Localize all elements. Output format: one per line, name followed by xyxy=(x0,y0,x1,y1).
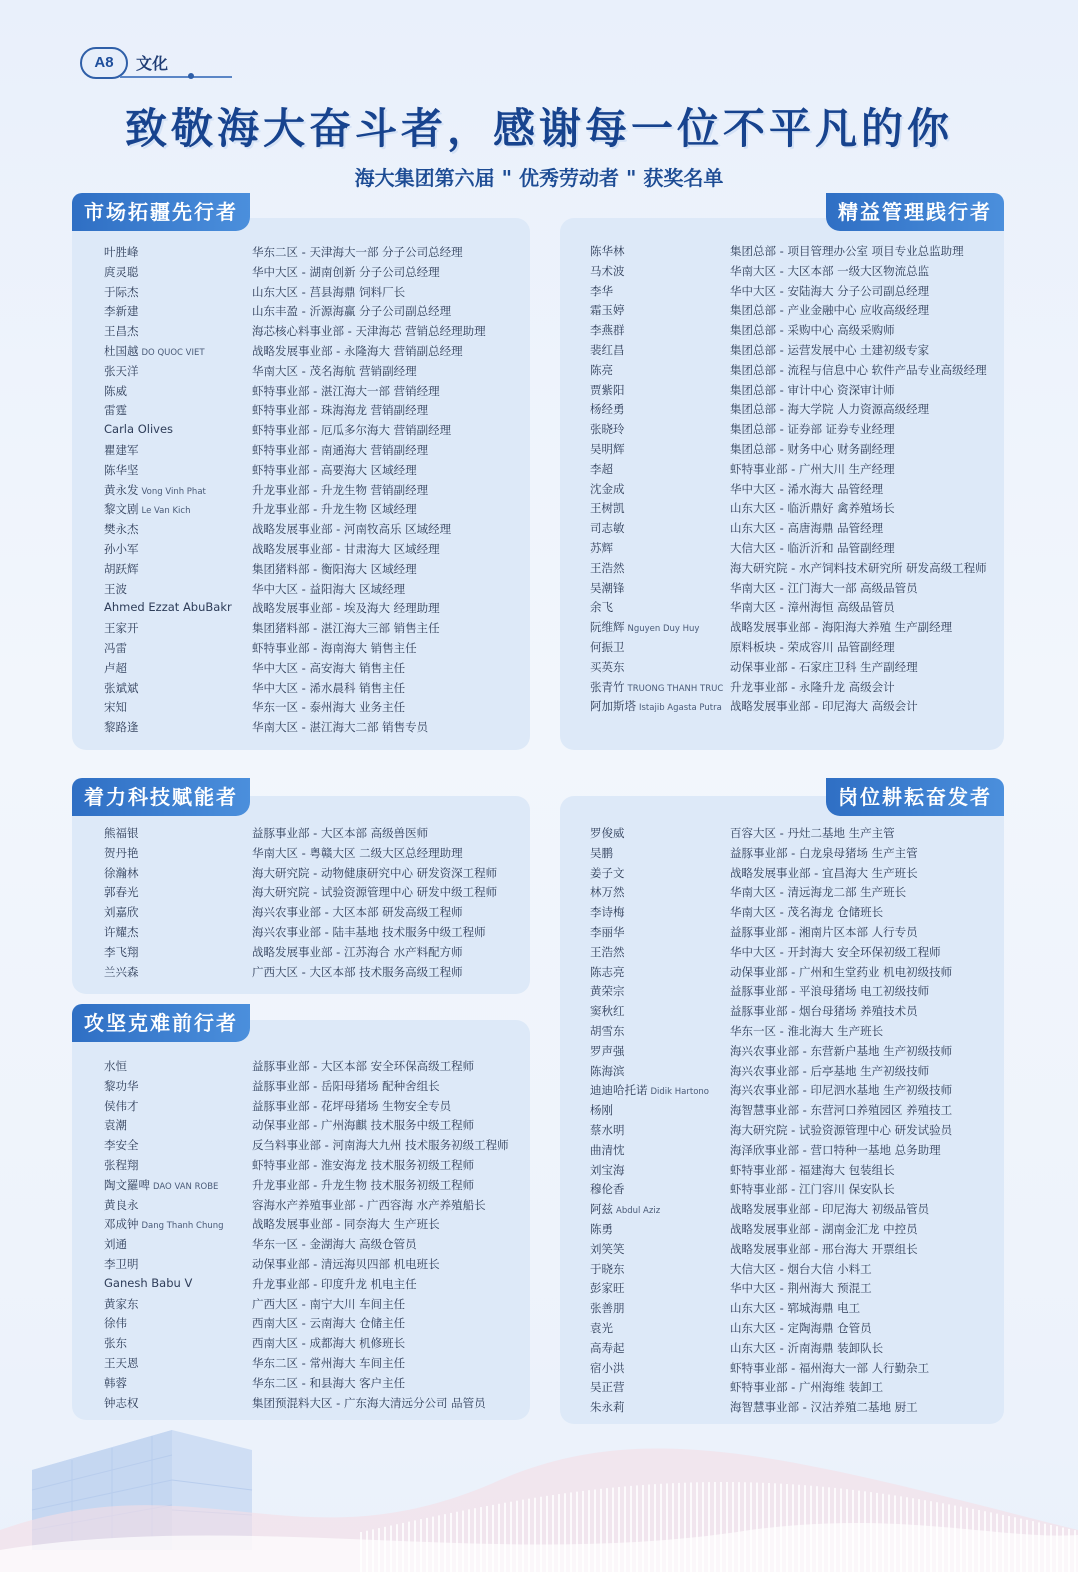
awardee-name: 宋知 xyxy=(104,700,127,715)
awardee-name: 张东 xyxy=(104,1336,127,1351)
awardee-position: 华南大区 - 江门海大一部 高级品管员 xyxy=(730,580,918,595)
awardee-position: 虾特事业部 - 福州海大一部 人行勤杂工 xyxy=(730,1360,930,1375)
awardee-name: 黄家东 xyxy=(104,1296,139,1311)
awardee-name: 买英东 xyxy=(590,659,625,674)
awardee-position: 百容大区 - 丹灶二基地 生产主管 xyxy=(730,826,895,840)
awardee-name: 钟志权 xyxy=(104,1395,139,1410)
awardee-position: 大信大区 - 烟台大信 小料工 xyxy=(730,1261,872,1276)
awardee-name: 林万然 xyxy=(590,885,625,900)
awardee-name: 黎路逢 xyxy=(104,720,139,735)
awardee-position: 益豚事业部 - 平浪母猪场 电工初级技师 xyxy=(730,984,930,999)
awardee-name: 陈海滨 xyxy=(590,1063,625,1078)
awardee-position: 海大研究院 - 动物健康研究中心 研发资深工程师 xyxy=(252,865,498,880)
awardee-position: 华中大区 - 湖南创新 分子公司总经理 xyxy=(252,264,440,279)
awardee-position: 山东大区 - 沂南海鼎 装卸队长 xyxy=(730,1340,884,1355)
awardee-name: 于际杰 xyxy=(104,284,139,299)
awardee-name: 刘宝海 xyxy=(590,1162,625,1177)
awardee-position: 广西大区 - 南宁大川 车间主任 xyxy=(252,1296,406,1311)
awardee-name: 罗俊威 xyxy=(590,826,625,840)
awardee-position: 虾特事业部 - 珠海海龙 营销副经理 xyxy=(252,403,429,418)
section-title: 岗位耕耘奋发者 xyxy=(826,778,1004,816)
awardee-position: 反刍料事业部 - 河南海大九州 技术服务初级工程师 xyxy=(252,1138,509,1153)
awardee-name: 叶胜峰 xyxy=(104,245,139,259)
awardee-name: 李燕群 xyxy=(590,323,625,338)
section-title: 精益管理践行者 xyxy=(826,193,1004,231)
awardee-position: 华南大区 - 粤赣大区 二级大区总经理助理 xyxy=(252,845,463,860)
awardee-position: 集团总部 - 海大学院 人力资源高级经理 xyxy=(730,402,930,417)
awardee-foreign-name: TRUONG THANH TRUC xyxy=(627,683,724,694)
awardee-name: 李安全 xyxy=(104,1138,139,1153)
awardee-name: 水恒 xyxy=(104,1059,127,1073)
awardee-name: 王浩然 xyxy=(590,944,625,959)
awardee-foreign-name: Istajib Agasta Putra xyxy=(639,703,722,714)
awardee-name: 李华 xyxy=(590,283,613,298)
awardee-name: 穆伦香 xyxy=(590,1182,625,1197)
awardee-position: 山东丰盈 - 沂源海赢 分子公司副总经理 xyxy=(252,304,452,319)
awardee-name: 吴明辉 xyxy=(590,442,625,456)
awardee-name: 窦秋红 xyxy=(590,1004,625,1019)
awardee-foreign-name: DO QUOC VIET xyxy=(141,348,205,358)
section-title: 着力科技赋能者 xyxy=(72,778,250,816)
awardee-position: 华中大区 - 高安海大 销售主任 xyxy=(252,660,406,675)
awardee-name: 黄良永 xyxy=(104,1197,139,1212)
awardee-position: 容海水产养殖事业部 - 广西容海 水产养殖船长 xyxy=(252,1197,486,1212)
awardee-name: 苏辉 xyxy=(590,541,613,555)
awardee-name: 韩蓉 xyxy=(104,1375,127,1390)
awardee-position: 战略发展事业部 - 邢台海大 开票组长 xyxy=(730,1241,918,1256)
awardee-name: 陈勇 xyxy=(590,1222,613,1236)
awardee-name: 余飞 xyxy=(590,600,613,615)
awardee-position: 虾特事业部 - 福建海大 包装组长 xyxy=(730,1162,895,1177)
awardee-name: 许耀杰 xyxy=(104,925,139,939)
awardee-name: 朱永莉 xyxy=(590,1400,625,1415)
awardee-name: 瞿建军 xyxy=(104,443,139,457)
awardee-name: 黄荣宗 xyxy=(590,984,625,999)
awardee-name: 彭家旺 xyxy=(590,1281,625,1296)
awardee-name: 李超 xyxy=(590,461,613,476)
awardee-name: 何振卫 xyxy=(590,640,625,654)
awardee-position: 华中大区 - 荆州海大 预混工 xyxy=(730,1281,872,1296)
awardee-position: 益豚事业部 - 烟台母猪场 养殖技术员 xyxy=(730,1004,918,1019)
awardee-position: 升龙事业部 - 永隆升龙 高级会计 xyxy=(730,679,895,694)
awardee-name: 张青竹 TRUONG THANH TRUC xyxy=(590,679,724,694)
awardee-position: 战略发展事业部 - 印尼海大 高级会计 xyxy=(730,699,918,714)
page-badge xyxy=(80,47,230,79)
badge-dot xyxy=(188,73,194,79)
awardee-name: 贺丹艳 xyxy=(104,845,139,860)
awardee-position: 动保事业部 - 广州和生堂药业 机电初级技师 xyxy=(730,964,953,979)
awardee-name: 卢超 xyxy=(104,660,127,675)
awardee-position: 华中大区 - 开封海大 安全环保初级工程师 xyxy=(730,944,941,959)
awardee-name: 张晓玲 xyxy=(590,422,625,437)
awardee-foreign-name: Vong Vinh Phat xyxy=(141,486,206,497)
awardee-name: 刘笑笑 xyxy=(590,1241,625,1256)
awardee-position: 山东大区 - 莒县海鼎 饲料厂长 xyxy=(252,284,406,299)
awardee-position: 集团总部 - 运营发展中心 土建初级专家 xyxy=(730,343,930,357)
awardee-position: 华东二区 - 和县海大 客户主任 xyxy=(252,1375,406,1390)
awardee-name: 蔡水明 xyxy=(590,1123,625,1137)
awardee-position: 华东一区 - 金湖海大 高级仓管员 xyxy=(252,1237,417,1252)
awardee-name: 熊福银 xyxy=(104,826,139,840)
awardee-position: 虾特事业部 - 湛江海大一部 营销经理 xyxy=(252,383,440,398)
awardee-name: 姜子文 xyxy=(590,865,625,880)
awardee-position: 山东大区 - 郓城海鼎 电工 xyxy=(730,1301,861,1316)
awardee-foreign-name: Didik Hartono xyxy=(650,1087,710,1098)
awardee-position: 西南大区 - 云南海大 仓储主任 xyxy=(252,1316,406,1331)
awardee-position: 广西大区 - 大区本部 技术服务高级工程师 xyxy=(252,964,463,979)
awardee-position: 虾特事业部 - 广州大川 生产经理 xyxy=(730,461,895,476)
awardee-position: 集团预混料大区 - 广东海大清远分公司 品管员 xyxy=(252,1395,486,1410)
awardee-name: 冯雷 xyxy=(104,641,127,655)
awardee-position: 虾特事业部 - 高要海大 区域经理 xyxy=(252,462,417,477)
awardee-foreign-name: DAO VAN ROBE xyxy=(153,1181,219,1192)
awardee-name: 徐伟 xyxy=(104,1316,127,1331)
awardee-name: 雷霆 xyxy=(104,403,127,418)
section-title: 攻坚克难前行者 xyxy=(72,1004,250,1042)
awardee-name: 裴红昌 xyxy=(590,343,625,357)
awardee-position: 海兴农事业部 - 大区本部 研发高级工程师 xyxy=(252,905,463,920)
awardee-position: 华中大区 - 益阳海大 区域经理 xyxy=(252,581,406,596)
awardee-name: 李诗梅 xyxy=(590,905,625,920)
awardee-position: 海智慧事业部 - 东营河口养殖园区 养殖技工 xyxy=(730,1103,953,1118)
awardee-position: 益豚事业部 - 湘南片区本部 人行专员 xyxy=(730,925,918,939)
awardee-name: 迪迪哈托诺 Didik Hartono xyxy=(590,1083,710,1098)
awardee-name: 马术波 xyxy=(590,263,625,278)
awardee-name: Ahmed Ezzat AbuBakr xyxy=(104,600,232,615)
awardee-position: 战略发展事业部 - 永隆海大 营销副总经理 xyxy=(252,344,463,358)
awardee-name: 沈金成 xyxy=(590,481,625,496)
awardee-position: 海大研究院 - 水产饲料技术研究所 研发高级工程师 xyxy=(730,560,987,575)
awardee-position: 华南大区 - 漳州海恒 高级品管员 xyxy=(730,600,895,615)
awardee-position: 战略发展事业部 - 宜昌海大 生产班长 xyxy=(730,865,918,880)
awardee-position: 海兴农事业部 - 陆丰基地 技术服务中级工程师 xyxy=(252,925,486,939)
awardee-position: 海大研究院 - 试验资源管理中心 研发试验员 xyxy=(730,1123,953,1137)
awardee-name: 陶文羅啤 DAO VAN ROBE xyxy=(104,1177,219,1192)
awardee-name: 黄永发 Vong Vinh Phat xyxy=(104,482,206,497)
awardee-name: 王天恩 xyxy=(104,1356,139,1370)
awardee-position: 海芯核心料事业部 - 天津海芯 营销总经理助理 xyxy=(252,324,486,339)
awardee-foreign-name: Abdul Aziz xyxy=(616,1206,661,1217)
section-title: 市场拓疆先行者 xyxy=(72,193,250,231)
awardee-name: 王波 xyxy=(104,581,127,596)
awardee-position: 战略发展事业部 - 江苏海合 水产料配方师 xyxy=(252,944,463,959)
awardee-position: 虾特事业部 - 广州海维 装卸工 xyxy=(730,1380,884,1395)
awardee-position: 战略发展事业部 - 埃及海大 经理助理 xyxy=(252,601,440,616)
awardee-name: Carla Olives xyxy=(104,422,174,437)
awardee-name: 王浩然 xyxy=(590,560,625,575)
awardee-position: 华中大区 - 浠水晨科 销售主任 xyxy=(252,680,406,695)
awardee-position: 华东二区 - 常州海大 车间主任 xyxy=(252,1356,406,1370)
awardee-name: 于晓东 xyxy=(590,1261,625,1276)
awardee-name: 邓成钟 Dang Thanh Chung xyxy=(104,1217,224,1232)
awardee-name: 霜玉婷 xyxy=(590,303,625,318)
awardee-position: 虾特事业部 - 海南海大 销售主任 xyxy=(252,641,417,655)
page-title: 致敬海大奋斗者，感谢每一位不平凡的你 xyxy=(124,104,953,153)
awardee-name: 张斌斌 xyxy=(104,680,139,695)
awardee-position: 海泽欣事业部 - 营口特种一基地 总务助理 xyxy=(730,1142,941,1157)
awardee-position: 益豚事业部 - 大区本部 安全环保高级工程师 xyxy=(252,1059,475,1073)
awardee-name: 高寿起 xyxy=(590,1340,625,1355)
awardee-position: 战略发展事业部 - 同奈海大 生产班长 xyxy=(252,1217,440,1232)
awardee-position: 西南大区 - 成都海大 机修班长 xyxy=(252,1336,406,1351)
awardee-name: 庹灵聪 xyxy=(104,264,139,279)
awardee-position: 益豚事业部 - 白龙泉母猪场 生产主管 xyxy=(730,845,918,860)
awardee-name: 刘通 xyxy=(104,1237,127,1252)
awardee-position: 动保事业部 - 石家庄卫科 生产副经理 xyxy=(730,659,918,674)
awardee-name: 樊永杰 xyxy=(104,522,139,537)
awardee-position: 战略发展事业部 - 海阳海大养殖 生产副经理 xyxy=(730,620,953,635)
awardee-name: 贾紫阳 xyxy=(590,382,625,397)
awardee-name: 吴鹏 xyxy=(590,845,613,860)
awardee-position: 山东大区 - 高唐海鼎 品管经理 xyxy=(730,521,884,536)
awardee-position: 华南大区 - 茂名海航 营销副经理 xyxy=(252,363,417,378)
awardee-name: 杨刚 xyxy=(590,1103,613,1118)
awardee-position: 虾特事业部 - 江门容川 保安队长 xyxy=(730,1182,895,1197)
badge-underline xyxy=(120,76,232,78)
awardee-name: 阿加斯塔 Istajib Agasta Putra xyxy=(590,699,722,714)
awardee-name: 吴潮锋 xyxy=(590,580,625,595)
awardee-position: 海兴农事业部 - 后亭基地 生产初级技师 xyxy=(730,1063,930,1078)
awardee-position: 战略发展事业部 - 河南牧高乐 区域经理 xyxy=(252,522,452,537)
awardee-name: 张天洋 xyxy=(104,363,139,378)
awardee-position: 华东一区 - 泰州海大 业务主任 xyxy=(252,700,406,715)
awardee-name: 陈志亮 xyxy=(590,964,625,979)
awardee-name: 李卫明 xyxy=(104,1257,139,1271)
awardee-name: 李丽华 xyxy=(590,925,625,939)
awardee-name: 罗声强 xyxy=(590,1043,625,1058)
awardee-name: 黎文剧 Le Van Kich xyxy=(104,502,191,517)
awardee-position: 战略发展事业部 - 甘肃海大 区域经理 xyxy=(252,542,440,556)
awardee-name: 侯伟才 xyxy=(104,1098,139,1113)
awardee-position: 海兴农事业部 - 东营新户基地 生产初级技师 xyxy=(730,1043,953,1058)
awardee-foreign-name: Le Van Kich xyxy=(141,506,191,517)
awardee-name: 黎功华 xyxy=(104,1078,139,1093)
awardee-position: 战略发展事业部 - 湖南金汇龙 中控员 xyxy=(730,1222,918,1236)
awardee-position: 华东一区 - 淮北海大 生产班长 xyxy=(730,1024,884,1038)
awardee-position: 升龙事业部 - 升龙生物 区域经理 xyxy=(252,502,417,517)
awardee-name: 陈华坚 xyxy=(104,462,139,477)
section-name: 文化 xyxy=(136,54,169,73)
awardee-position: 升龙事业部 - 印度升龙 机电主任 xyxy=(252,1276,417,1291)
awardee-name: 王家开 xyxy=(104,621,139,636)
awardee-name: 袁光 xyxy=(590,1321,613,1335)
awardee-name: 徐瀚林 xyxy=(104,865,139,880)
awardee-position: 益豚事业部 - 大区本部 高级兽医师 xyxy=(252,826,429,840)
awardee-position: 华南大区 - 茂名海龙 仓储班长 xyxy=(730,905,884,920)
awardee-name: 陈亮 xyxy=(590,362,613,377)
awardee-name: 郭春光 xyxy=(104,885,139,900)
awardee-position: 海智慧事业部 - 汉沽养殖二基地 厨工 xyxy=(730,1400,918,1415)
awardee-name: 胡跃辉 xyxy=(104,561,139,576)
awardee-position: 益豚事业部 - 岳阳母猪场 配种舍组长 xyxy=(252,1078,440,1093)
awardee-name: 王树凯 xyxy=(590,501,625,516)
wave-decoration xyxy=(0,1420,1078,1572)
awardee-name: 兰兴森 xyxy=(104,964,139,979)
awardee-position: 虾特事业部 - 南通海大 营销副经理 xyxy=(252,443,429,457)
awardee-position: 集团总部 - 审计中心 资深审计师 xyxy=(730,382,895,397)
awardee-position: 集团猪料部 - 衡阳海大 区域经理 xyxy=(252,561,417,576)
page-subtitle: 海大集团第六届 " 优秀劳动者 " 获奖名单 xyxy=(354,166,724,190)
awardee-position: 原料板块 - 荣成容川 品管副经理 xyxy=(730,640,895,654)
awardee-name: 司志敏 xyxy=(590,521,625,536)
awardee-position: 集团总部 - 采购中心 高级采购师 xyxy=(730,323,895,338)
page-number: A8 xyxy=(80,47,128,79)
awardee-name: 陈华林 xyxy=(590,244,625,258)
awardee-name: 张程翔 xyxy=(104,1158,139,1172)
awardee-position: 动保事业部 - 广州海麒 技术服务中级工程师 xyxy=(252,1118,475,1133)
awardee-position: 海大研究院 - 试验资源管理中心 研发中级工程师 xyxy=(252,885,498,900)
awardee-position: 海兴农事业部 - 印尼泗水基地 生产初级技师 xyxy=(730,1083,953,1098)
awardee-position: 集团总部 - 财务中心 财务副经理 xyxy=(730,442,895,456)
awardee-name: 曲清忱 xyxy=(590,1142,625,1157)
awardee-foreign-name: Dang Thanh Chung xyxy=(141,1221,224,1232)
awardee-name: 孙小军 xyxy=(104,542,139,556)
awardee-position: 华东二区 - 天津海大一部 分子公司总经理 xyxy=(252,245,463,259)
awardee-name: 胡雪东 xyxy=(590,1024,625,1038)
awardee-position: 集团总部 - 流程与信息中心 软件产品专业高级经理 xyxy=(730,362,987,377)
awardee-name: 杜国越 DO QUOC VIET xyxy=(104,344,205,358)
awardee-position: 益豚事业部 - 花坪母猪场 生物安全专员 xyxy=(252,1098,452,1113)
awardee-position: 升龙事业部 - 升龙生物 营销副经理 xyxy=(252,482,429,497)
awardee-position: 集团总部 - 项目管理办公室 项目专业总监助理 xyxy=(730,244,964,258)
awardee-position: 华南大区 - 大区本部 一级大区物流总监 xyxy=(730,263,930,278)
awardee-position: 山东大区 - 临沂鼎好 禽养殖场长 xyxy=(730,501,895,516)
awardee-position: 虾特事业部 - 淮安海龙 技术服务初级工程师 xyxy=(252,1158,475,1172)
awardee-position: 集团总部 - 证券部 证券专业经理 xyxy=(730,422,895,437)
awardee-position: 战略发展事业部 - 印尼海大 初级品管员 xyxy=(730,1202,930,1217)
awardee-position: 华中大区 - 浠水海大 品管经理 xyxy=(730,481,884,496)
awardee-name: Ganesh Babu V xyxy=(104,1275,193,1290)
awardee-name: 宿小洪 xyxy=(590,1360,625,1375)
awardee-name: 阮维辉 Nguyen Duy Huy xyxy=(590,620,700,635)
awardee-position: 升龙事业部 - 升龙生物 技术服务初级工程师 xyxy=(252,1177,475,1192)
awardee-name: 杨经勇 xyxy=(590,402,625,417)
awardee-position: 集团猪料部 - 湛江海大三部 销售主任 xyxy=(252,621,440,636)
awardee-name: 刘嘉欣 xyxy=(104,905,139,920)
awardee-position: 华中大区 - 安陆海大 分子公司副总经理 xyxy=(730,283,930,298)
awardee-name: 李飞翔 xyxy=(104,944,139,959)
awardee-name: 王昌杰 xyxy=(104,324,139,339)
awardee-position: 山东大区 - 定陶海鼎 仓管员 xyxy=(730,1321,872,1335)
awardee-name: 阿兹 Abdul Aziz xyxy=(590,1202,661,1217)
awardee-position: 华南大区 - 湛江海大二部 销售专员 xyxy=(252,720,429,735)
awardee-position: 华南大区 - 清远海龙二部 生产班长 xyxy=(730,885,907,900)
awardee-name: 张善朋 xyxy=(590,1301,625,1316)
awardee-name: 袁潮 xyxy=(104,1118,127,1133)
awardee-position: 动保事业部 - 清远海贝四部 机电班长 xyxy=(252,1257,440,1271)
awardee-name: 陈威 xyxy=(104,383,127,398)
awardee-position: 集团总部 - 产业金融中心 应收高级经理 xyxy=(730,303,930,318)
awardee-foreign-name: Nguyen Duy Huy xyxy=(627,624,700,635)
awardee-name: 李新建 xyxy=(104,304,139,319)
awardee-position: 虾特事业部 - 厄瓜多尔海大 营销副经理 xyxy=(252,423,452,438)
awardee-position: 大信大区 - 临沂沂和 品管副经理 xyxy=(730,541,895,555)
awardee-name: 吴正营 xyxy=(590,1380,625,1395)
